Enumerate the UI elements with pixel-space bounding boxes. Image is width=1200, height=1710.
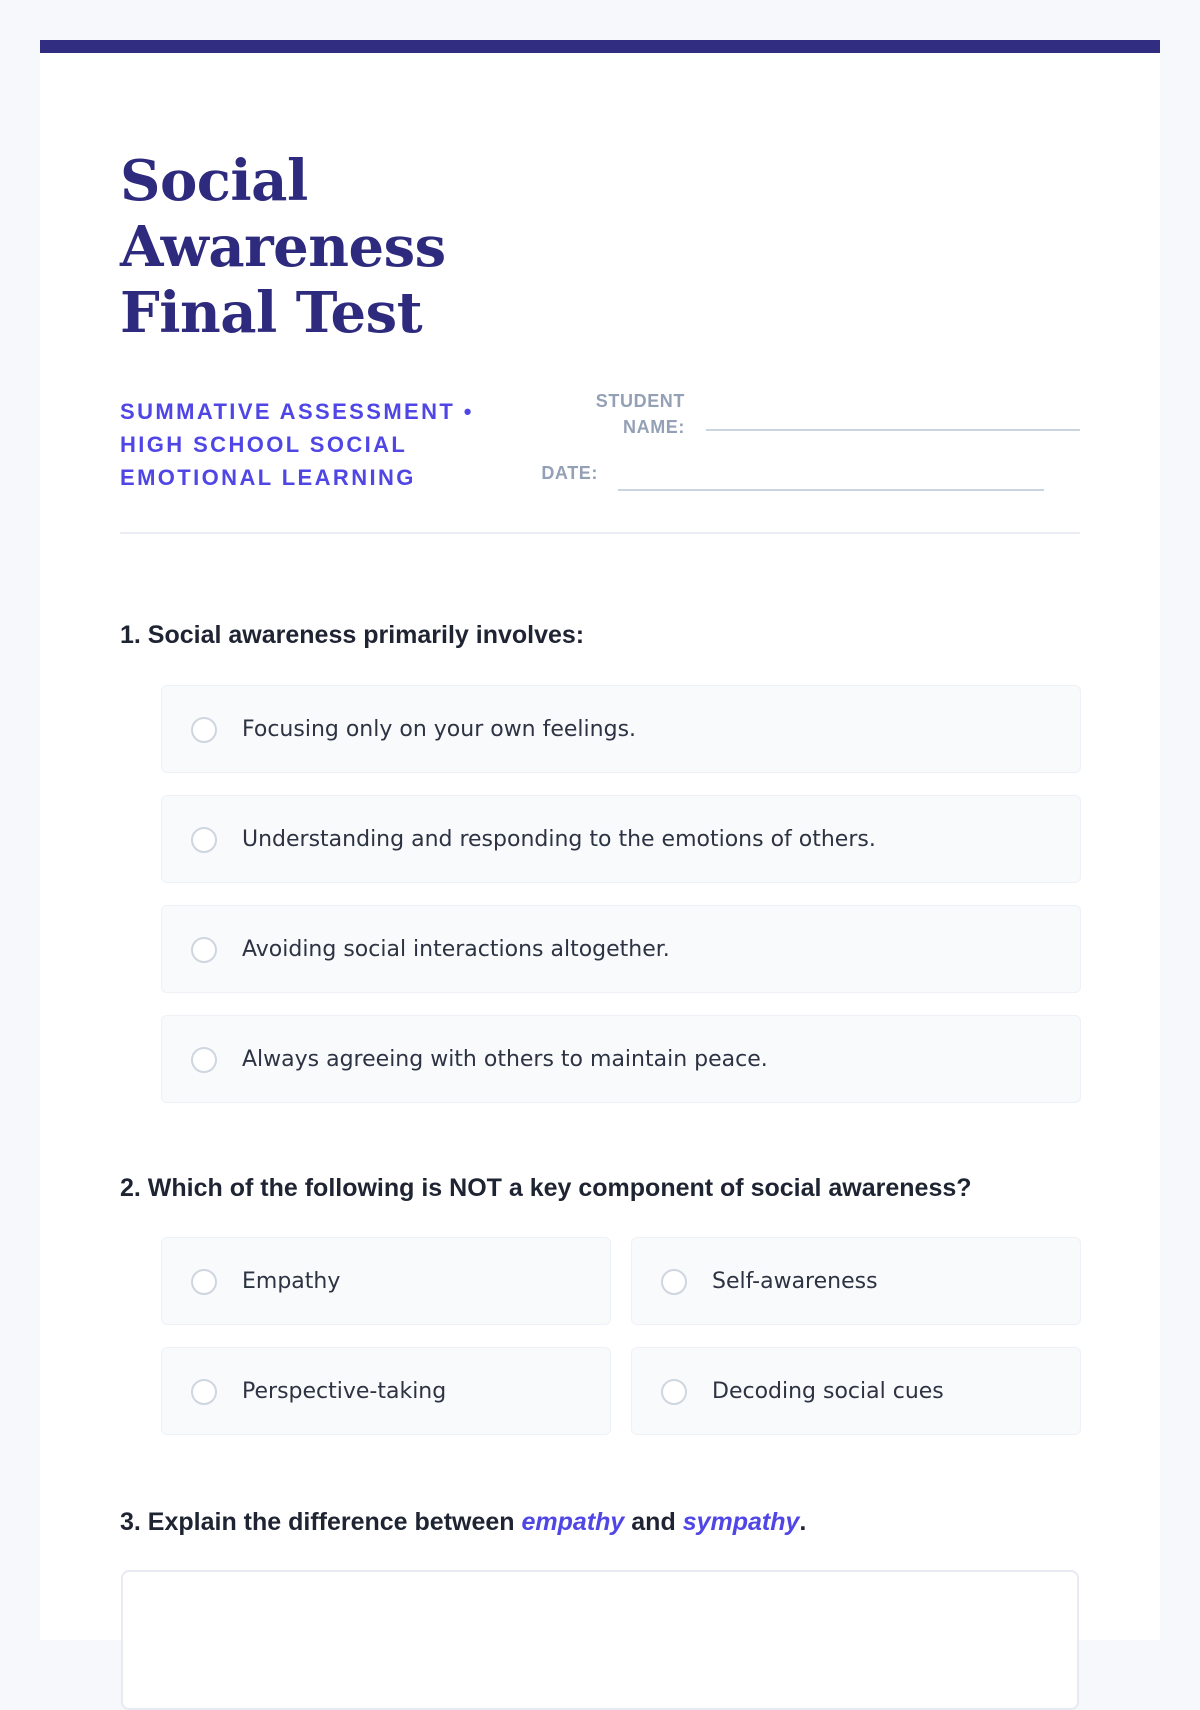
- page-subtitle: SUMMATIVE ASSESSMENT • HIGH SCHOOL SOCIAL EMOTIONAL LEARNING: [120, 399, 474, 490]
- question-2: [120, 1171, 1080, 1404]
- test-page: [40, 40, 1160, 1640]
- option-label: Self-awareness: [712, 1269, 878, 1294]
- student-name-input[interactable]: [706, 405, 1080, 431]
- date-label: DATE:: [541, 463, 598, 483]
- question-1-option-a[interactable]: [161, 685, 1081, 773]
- question-2-option-b[interactable]: [631, 1237, 1081, 1325]
- header-divider: [120, 532, 1080, 534]
- option-label: Avoiding social interactions altogether.: [242, 937, 670, 962]
- option-label: Focusing only on your own feelings.: [242, 717, 637, 742]
- question-1-text: 1. Social awareness primarily involves:: [120, 621, 585, 649]
- option-label: Understanding and responding to the emotions of others.: [242, 827, 876, 852]
- student-name-label: STUDENT NAME:: [595, 391, 685, 437]
- question-2-option-c[interactable]: [161, 1347, 611, 1435]
- question-1-option-b[interactable]: [161, 795, 1081, 883]
- radio-button[interactable]: [191, 1047, 217, 1073]
- radio-button[interactable]: [191, 827, 217, 853]
- radio-button[interactable]: [191, 1269, 217, 1295]
- radio-button[interactable]: [661, 1269, 687, 1295]
- radio-button[interactable]: [191, 1379, 217, 1405]
- question-1-option-c[interactable]: [161, 905, 1081, 993]
- option-label: Empathy: [242, 1269, 341, 1294]
- question-3-prefix: 3. Explain the difference between: [120, 1508, 515, 1536]
- question-1: [120, 618, 1080, 1072]
- question-3-text: [120, 1505, 1080, 1539]
- term-sympathy: sympathy: [682, 1508, 800, 1536]
- date-input[interactable]: [618, 465, 1044, 491]
- question-1-option-d[interactable]: [161, 1015, 1081, 1103]
- question-3: [120, 1505, 1080, 1539]
- option-label: Always agreeing with others to maintain peace.: [242, 1047, 768, 1072]
- question-3-connector: and: [631, 1508, 676, 1536]
- option-label: Perspective-taking: [242, 1379, 447, 1404]
- question-2-text: 2. Which of the following is NOT a key component of social awareness?: [120, 1174, 972, 1202]
- answer-textarea[interactable]: [121, 1570, 1079, 1710]
- question-2-option-a[interactable]: [161, 1237, 611, 1325]
- page-title: Social Awareness Final Test: [120, 148, 446, 346]
- radio-button[interactable]: [191, 937, 217, 963]
- radio-button[interactable]: [191, 717, 217, 743]
- question-3-suffix: .: [799, 1508, 807, 1536]
- test-header: [120, 148, 1080, 534]
- radio-button[interactable]: [661, 1379, 687, 1405]
- term-empathy: empathy: [521, 1508, 625, 1536]
- option-label: Decoding social cues: [712, 1379, 944, 1404]
- question-2-option-d[interactable]: [631, 1347, 1081, 1435]
